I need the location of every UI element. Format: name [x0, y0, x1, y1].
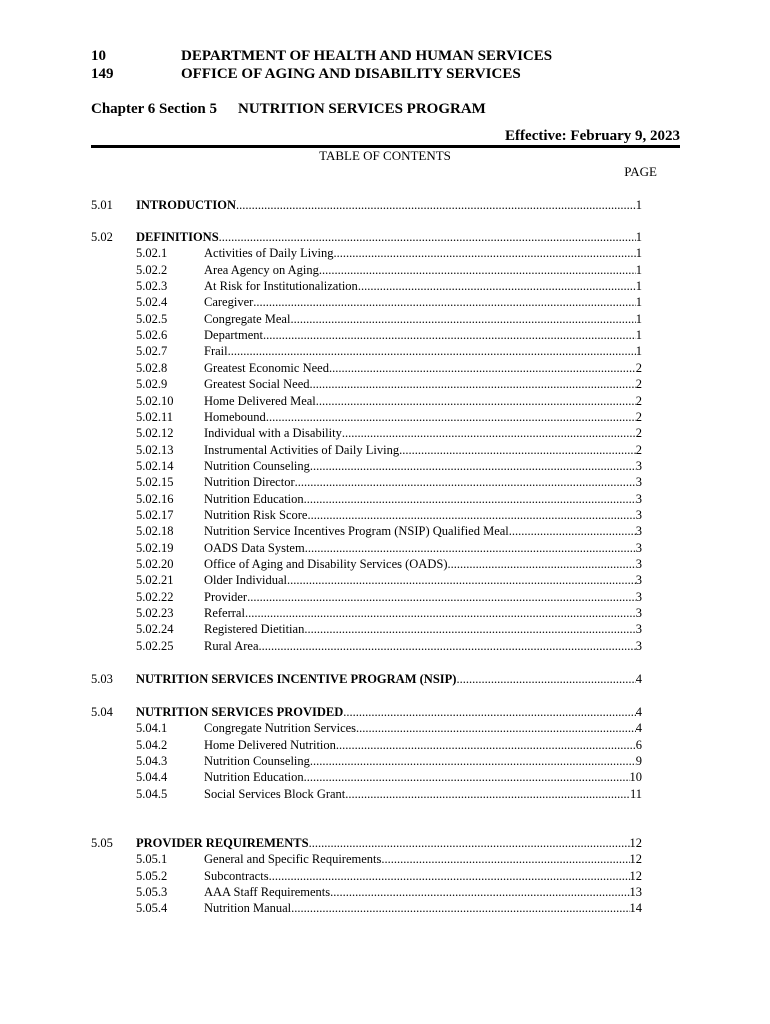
toc-entry-page: 1 — [635, 262, 642, 277]
toc-entry-title: AAA Staff Requirements — [204, 885, 331, 900]
dot-leader — [343, 704, 636, 720]
toc-entry-title: DEFINITIONS — [136, 230, 219, 244]
toc-entry-number: 5.02.23 — [136, 606, 174, 621]
dot-leader — [263, 327, 636, 343]
toc-entry-title: Individual with a Disability — [204, 426, 342, 441]
toc-entry-number: 5.02.18 — [136, 524, 174, 539]
toc-entry-number: 5.05.1 — [136, 852, 168, 867]
toc-entry-number: 5.02.3 — [136, 279, 168, 294]
toc-subsection-entry — [0, 572, 770, 588]
toc-subsection-entry — [0, 458, 770, 474]
toc-entry-page: 2 — [635, 393, 642, 408]
toc-entry-page: 11 — [629, 786, 642, 801]
dot-leader — [310, 753, 636, 769]
toc-subsection-entry — [0, 262, 770, 278]
dot-leader — [356, 720, 636, 736]
dot-leader — [295, 474, 636, 490]
dot-leader — [287, 572, 636, 588]
toc-section-entry — [0, 704, 770, 720]
toc-subsection-entry — [0, 474, 770, 490]
toc-entry-title: Provider — [204, 589, 248, 604]
toc-entry-page: 2 — [635, 426, 642, 441]
toc-subsection-entry — [0, 621, 770, 637]
dot-leader — [291, 900, 629, 916]
toc-entry-number: 5.02.6 — [136, 328, 168, 343]
dot-leader — [330, 884, 629, 900]
toc-entry-title: Referral — [204, 606, 245, 621]
dot-leader — [219, 229, 636, 245]
toc-subsection-entry — [0, 786, 770, 802]
toc-entry-number: 5.04.4 — [136, 770, 168, 785]
toc-entry-title: Subcontracts — [204, 868, 269, 883]
toc-page-label: PAGE — [624, 164, 657, 179]
toc-entry-number: 5.02.1 — [136, 246, 168, 261]
toc-entry-number: 5.02.16 — [136, 491, 174, 506]
toc-entry-number: 5.02.13 — [136, 442, 174, 457]
toc-entry-page: 2 — [635, 360, 642, 375]
toc-subsection-entry — [0, 556, 770, 572]
toc-subsection-entry — [0, 851, 770, 867]
dot-leader — [509, 523, 636, 539]
toc-entry-page: 1 — [635, 279, 642, 294]
toc-entry-number: 5.02.2 — [136, 262, 168, 277]
toc-entry-number: 5.04.5 — [136, 786, 168, 801]
toc-entry-page: 6 — [635, 737, 642, 752]
toc-entry-page: 1 — [635, 311, 642, 326]
toc-entry-title: Nutrition Education — [204, 491, 304, 506]
dot-leader — [247, 589, 636, 605]
toc-subsection-entry — [0, 442, 770, 458]
toc-entry-title: At Risk for Institutionalization — [204, 279, 358, 294]
toc-entry-number: 5.04.1 — [136, 721, 168, 736]
dot-leader — [358, 278, 636, 294]
department-name: DEPARTMENT OF HEALTH AND HUMAN SERVICES — [181, 48, 553, 64]
toc-entry-page: 4 — [635, 672, 642, 686]
toc-entry-number: 5.05.3 — [136, 885, 168, 900]
toc-subsection-entry — [0, 393, 770, 409]
toc-subsection-entry — [0, 245, 770, 261]
toc-entry-page: 3 — [635, 638, 642, 653]
toc-entry-page: 3 — [635, 458, 642, 473]
dot-leader — [236, 197, 636, 213]
toc-subsection-entry — [0, 605, 770, 621]
dot-leader — [304, 491, 636, 507]
toc-entry-number: 5.02.25 — [136, 638, 174, 653]
toc-entry-title: Nutrition Counseling — [204, 458, 310, 473]
toc-entry-number: 5.02.9 — [136, 377, 168, 392]
dot-leader — [319, 262, 636, 278]
toc-entry-number: 5.02.14 — [136, 458, 174, 473]
toc-entry-title: Home Delivered Meal — [204, 393, 316, 408]
toc-entry-number: 5.02.24 — [136, 622, 174, 637]
toc-entry-title: NUTRITION SERVICES PROVIDED — [136, 705, 344, 719]
toc-entry-page: 3 — [635, 589, 642, 604]
toc-entry-title: NUTRITION SERVICES INCENTIVE PROGRAM (NSIP) — [136, 672, 457, 686]
toc-entry-number: 5.02.17 — [136, 507, 174, 522]
toc-entry-number: 5.02.8 — [136, 360, 168, 375]
toc-subsection-entry — [0, 884, 770, 900]
toc-entry-title: INTRODUCTION — [136, 198, 237, 212]
toc-entry-number: 5.03 — [91, 672, 113, 686]
toc-entry-page: 2 — [635, 409, 642, 424]
toc-subsection-entry — [0, 507, 770, 523]
toc-subsection-entry — [0, 769, 770, 785]
toc-title: TABLE OF CONTENTS — [319, 148, 451, 163]
toc-entry-number: 5.04.2 — [136, 737, 168, 752]
toc-entry-title: Home Delivered Nutrition — [204, 737, 336, 752]
toc-entry-number: 5.02.19 — [136, 540, 174, 555]
toc-entry-page: 10 — [629, 770, 642, 785]
effective-date: Effective: February 9, 2023 — [505, 128, 680, 144]
toc-entry-title: Nutrition Service Incentives Program (NSIP) Qualified Meal — [204, 524, 509, 539]
toc-subsection-entry — [0, 900, 770, 916]
chapter-line — [91, 101, 486, 118]
toc-entry-title: Social Services Block Grant — [204, 786, 346, 801]
toc-section-entry — [0, 229, 770, 245]
toc-subsection-entry — [0, 425, 770, 441]
chapter-section: Chapter 6 Section 5 — [91, 101, 217, 117]
toc-entry-page: 3 — [635, 557, 642, 571]
office-name: OFFICE OF AGING AND DISABILITY SERVICES — [181, 66, 521, 82]
dot-leader — [336, 737, 636, 753]
dot-leader — [329, 360, 636, 376]
toc-subsection-entry — [0, 327, 770, 343]
toc-entry-number: 5.05.2 — [136, 868, 168, 883]
toc-entry-title: Caregiver — [204, 295, 254, 310]
dot-leader — [245, 605, 636, 621]
toc-entry-title: Instrumental Activities of Daily Living — [204, 442, 400, 457]
toc-entry-title: Department — [204, 328, 264, 343]
toc-entry-number: 5.02.22 — [136, 589, 174, 604]
toc-entry-number: 5.01 — [91, 198, 113, 212]
toc-entry-page: 4 — [635, 705, 642, 719]
toc-section-entry — [0, 197, 770, 213]
toc-entry-number: 5.02.5 — [136, 311, 168, 326]
toc-entry-number: 5.02.11 — [136, 409, 174, 424]
toc-subsection-entry — [0, 294, 770, 310]
dot-leader — [310, 458, 636, 474]
toc-subsection-entry — [0, 409, 770, 425]
toc-entry-page: 3 — [635, 524, 642, 539]
dot-leader — [269, 868, 630, 884]
toc-entry-number: 5.05 — [91, 836, 113, 850]
dot-leader — [304, 621, 635, 637]
toc-entry-page: 3 — [635, 606, 642, 621]
toc-subsection-entry — [0, 720, 770, 736]
toc-entry-title: Frail — [204, 344, 228, 359]
toc-entry-number: 5.02.15 — [136, 475, 174, 490]
toc-subsection-entry — [0, 360, 770, 376]
toc-entry-page: 4 — [635, 721, 642, 736]
toc-entry-title: Rural Area — [204, 638, 259, 653]
doc-code-top: 10 — [91, 48, 106, 64]
toc-entry-title: PROVIDER REQUIREMENTS — [136, 836, 309, 850]
toc-entry-title: General and Specific Requirements — [204, 852, 382, 867]
toc-entry-title: Area Agency on Aging — [204, 262, 319, 277]
toc-entry-title: Congregate Nutrition Services — [204, 721, 357, 736]
toc-subsection-entry — [0, 868, 770, 884]
toc-subsection-entry — [0, 638, 770, 654]
toc-entry-number: 5.04 — [91, 705, 113, 719]
toc-entry-title: Greatest Social Need — [204, 377, 310, 392]
toc-entry-number: 5.04.3 — [136, 754, 168, 769]
toc-entry-title: Nutrition Manual — [204, 901, 292, 916]
toc-entry-page: 2 — [635, 442, 642, 457]
dot-leader — [447, 556, 635, 572]
toc-entry-page: 1 — [635, 344, 642, 359]
toc-entry-page: 1 — [635, 328, 642, 343]
toc-entry-title: Activities of Daily Living — [204, 246, 334, 261]
dot-leader — [307, 507, 635, 523]
toc-entry-page: 12 — [629, 852, 642, 867]
toc-subsection-entry — [0, 376, 770, 392]
toc-section-entry — [0, 671, 770, 687]
toc-entry-number: 5.05.4 — [136, 901, 168, 916]
dot-leader — [345, 786, 630, 802]
dot-leader — [253, 294, 635, 310]
toc-entry-title: Registered Dietitian — [204, 622, 305, 637]
dot-leader — [334, 245, 636, 261]
toc-entry-title: Congregate Meal — [204, 311, 291, 326]
dot-leader — [309, 835, 630, 851]
toc-subsection-entry — [0, 491, 770, 507]
toc-entry-number: 5.02.21 — [136, 573, 174, 588]
toc-entry-title: OADS Data System — [204, 540, 305, 555]
toc-subsection-entry — [0, 589, 770, 605]
toc-entry-page: 9 — [635, 754, 642, 769]
toc-entry-number: 5.02.10 — [136, 393, 174, 408]
toc-subsection-entry — [0, 311, 770, 327]
dot-leader — [228, 343, 636, 359]
toc-entry-page: 3 — [635, 622, 642, 637]
dot-leader — [259, 638, 636, 654]
toc-entry-page: 1 — [635, 295, 642, 310]
dot-leader — [342, 425, 636, 441]
toc-entry-page: 3 — [635, 540, 642, 555]
toc-entry-number: 5.02.4 — [136, 295, 168, 310]
toc-subsection-entry — [0, 737, 770, 753]
toc-subsection-entry — [0, 278, 770, 294]
toc-entry-page: 1 — [635, 230, 642, 244]
doc-code-bottom: 149 — [91, 66, 114, 82]
toc-entry-page: 3 — [635, 573, 642, 588]
toc-entry-title: Nutrition Counseling — [204, 754, 310, 769]
toc-entry-page: 2 — [635, 377, 642, 392]
toc-entry-page: 3 — [635, 491, 642, 506]
toc-entry-number: 5.02.12 — [136, 426, 174, 441]
dot-leader — [316, 393, 636, 409]
toc-entry-page: 3 — [635, 507, 642, 522]
dot-leader — [305, 540, 636, 556]
dot-leader — [310, 376, 636, 392]
toc-entry-page: 3 — [635, 475, 642, 490]
program-title: NUTRITION SERVICES PROGRAM — [238, 101, 486, 117]
toc-subsection-entry — [0, 753, 770, 769]
toc-entry-page: 12 — [629, 836, 642, 850]
dot-leader — [266, 409, 636, 425]
dot-leader — [304, 769, 630, 785]
toc-entry-number: 5.02.20 — [136, 557, 174, 571]
dot-leader — [290, 311, 635, 327]
toc-entry-title: Nutrition Director — [204, 475, 295, 490]
toc-entry-page: 12 — [629, 868, 642, 883]
dot-leader — [399, 442, 636, 458]
toc-entry-number: 5.02 — [91, 230, 113, 244]
toc-entry-title: Homebound — [204, 409, 266, 424]
toc-entry-page: 1 — [635, 198, 642, 212]
toc-section-entry — [0, 835, 770, 851]
toc-entry-page: 13 — [629, 885, 642, 900]
toc-entry-title: Nutrition Risk Score — [204, 507, 308, 522]
dot-leader — [456, 671, 635, 687]
toc-entry-number: 5.02.7 — [136, 344, 168, 359]
toc-subsection-entry — [0, 523, 770, 539]
toc-subsection-entry — [0, 540, 770, 556]
toc-entry-page: 14 — [629, 901, 642, 916]
toc-entry-page: 1 — [635, 246, 642, 261]
toc-entry-title: Nutrition Education — [204, 770, 304, 785]
toc-entry-title: Greatest Economic Need — [204, 360, 329, 375]
toc-subsection-entry — [0, 343, 770, 359]
toc-entry-title: Older Individual — [204, 573, 287, 588]
dot-leader — [381, 851, 629, 867]
toc-entry-title: Office of Aging and Disability Services (OADS) — [204, 557, 448, 571]
